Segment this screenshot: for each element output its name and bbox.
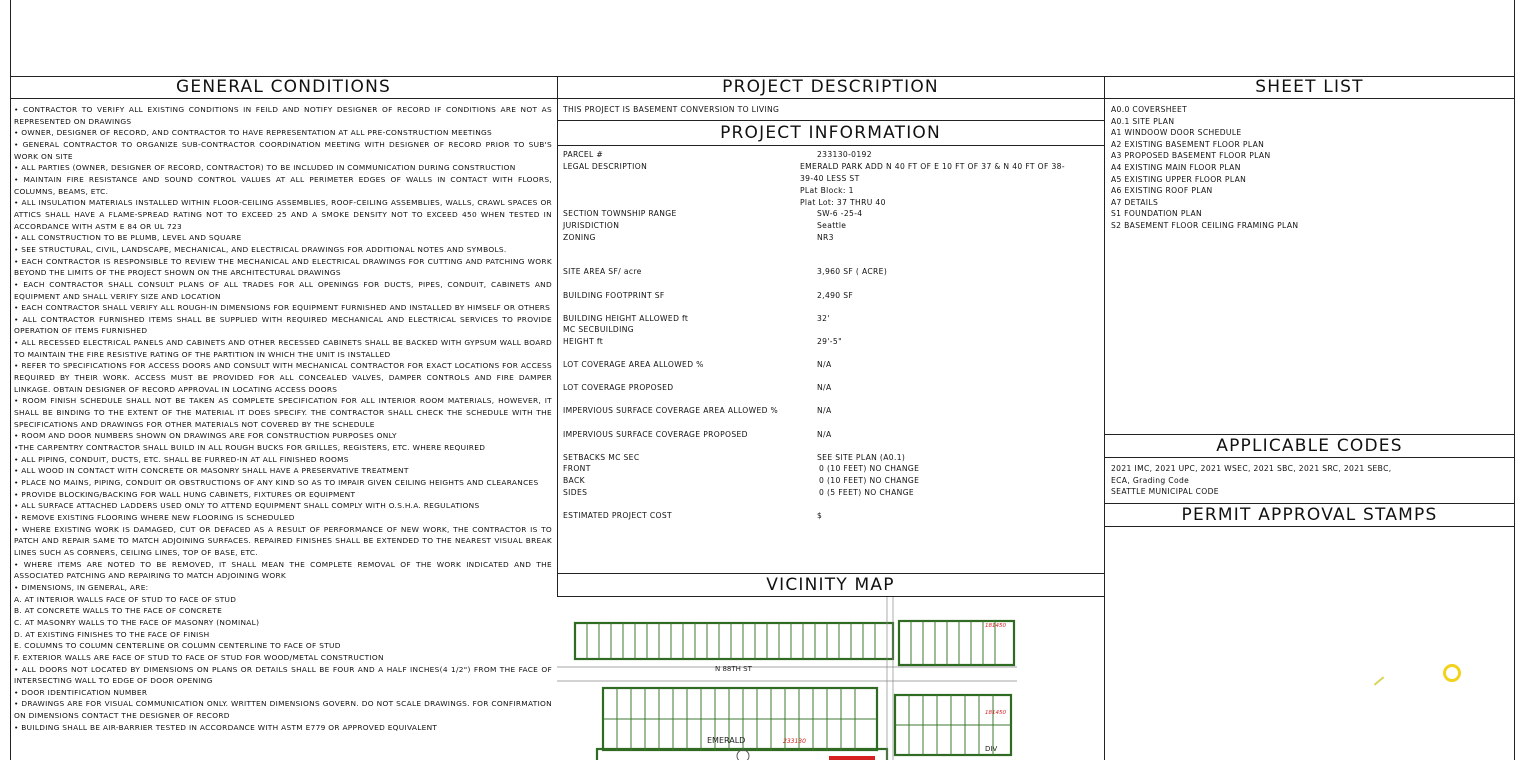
legal-value-4: Plat Lot: 37 THRU 40 (800, 198, 886, 207)
list-item: • ALL SURFACE ATTACHED LADDERS USED ONLY TO ATTEND EQUIPMENT SHALL COMPLY WITH O.S.H.A. REGULATIONS (14, 501, 480, 511)
lot-coverage-allowed-value: N/A (817, 360, 832, 369)
front-label: FRONT (563, 464, 591, 473)
general-conditions-title-rule (10, 98, 557, 99)
list-item: • ALL RECESSED ELECTRICAL PANELS AND CABINETS AND OTHER RECESSED CABINETS SHALL BE BACKED WITH GYPSUM WALL BOARD TO MAINTAIN THE FIRE RESISTIVE RATING OF THE PARTITION IN WHICH THE UNIT IS INSTALLED (14, 338, 552, 359)
applicable-codes-list (1111, 463, 1392, 498)
sheet-list-title: SHEET LIST (1255, 77, 1364, 97)
list-item: • ALL INSULATION MATERIALS INSTALLED WITHIN FLOOR-CEILING ASSEMBLIES, ROOF-CEILING ASSEMBLIES, WALLS, CRAWL SPACES OR ATTICS SHALL HAVE A FLAME-SPREAD RATING NOT TO EXCEED 25 AND A SMOKE DENSITY NOT TO EXCEED 450 WHEN TESTED IN ACCORDANCE WITH ASTM E 84 OR UL 723 (14, 198, 552, 231)
list-item: • ALL CONTRACTOR FURNISHED ITEMS SHALL BE SUPPLIED WITH REQUIRED MECHANICAL AND ELECTRICAL SERVICES TO PROVIDE OPERATION OF ITEMS FURNISHED (14, 314, 552, 336)
zoning-value: NR3 (817, 233, 834, 242)
section-label: SECTION TOWNSHIP RANGE (563, 209, 677, 218)
list-item: • WHERE ITEMS ARE NOTED TO BE REMOVED, IT SHALL MEAN THE COMPLETE REMOVAL OF THE WORK INDICATED AND THE ASSOCIATED PATCHING AND REPAIRING TO MATCH ADJOINING WORK (14, 559, 552, 581)
dimension-rule: B. AT CONCRETE WALLS TO THE FACE OF CONCRETE (14, 606, 223, 616)
sheet-list (1111, 104, 1298, 232)
legal-value-3: PLat Block: 1 (800, 186, 854, 195)
vicinity-map-title: VICINITY MAP (766, 575, 895, 595)
sheet-list-title-rule (1104, 98, 1515, 99)
list-item: • BUILDING SHALL BE AIR-BARRIER TESTED IN ACCORDANCE WITH ASTM E779 OR APPROVED EQUIVALENT (14, 722, 438, 732)
list-item: • SEE STRUCTURAL, CIVIL, LANDSCAPE, MECHANICAL, AND ELECTRICAL DRAWINGS FOR ADDITIONAL NOTES AND SYMBOLS. (14, 244, 507, 254)
list-item: • EACH CONTRACTOR IS RESPONSIBLE TO REVIEW THE MECHANICAL AND ELECTRICAL DRAWINGS FOR CUTTING AND PATCHING WORK BEYOND THE LIMITS OF THE PROJECT SHOWN ON THE ARCHITECTURAL DRAWINGS (14, 256, 552, 278)
cost-label: ESTIMATED PROJECT COST (563, 511, 673, 520)
jurisdiction-value: Seattle (817, 221, 847, 230)
list-item: • ALL PARTIES (OWNER, DESIGNER OF RECORD, CONTRACTOR) TO BE INCLUDED IN COMMUNICATION DURING CONSTRUCTION (14, 163, 516, 173)
back-value: 0 (10 FEET) NO CHANGE (819, 476, 920, 485)
list-item: • ROOM AND DOOR NUMBERS SHOWN ON DRAWINGS ARE FOR CONSTRUCTION PURPOSES ONLY (14, 431, 397, 441)
subject-parcel-highlight (829, 756, 875, 760)
sheet-list-item: A2 EXISTING BASEMENT FLOOR PLAN (1111, 139, 1265, 149)
sheet-list-item: S2 BASEMENT FLOOR CEILING FRAMING PLAN (1111, 220, 1299, 230)
list-item: • ROOM FINISH SCHEDULE SHALL NOT BE TAKEN AS COMPLETE SPECIFICATION FOR ALL INTERIOR ROOM MATERIALS, HOWEVER, IT SHALL BE BINDING TO THE EXTENT OF THE MATERIAL IT DOES SPECIFY. THE CONTRACTOR SHALL CHECK THE SCHEDULE WITH THE SPECIFICATIONS AND DRAWINGS FOR OTHER MATERIALS NOT COVERED BY THE SCHEDULE (14, 396, 552, 429)
list-item: • DOOR IDENTIFICATION NUMBER (14, 687, 148, 697)
list-item: • EACH CONTRACTOR SHALL VERIFY ALL ROUGH-IN DIMENSIONS FOR EQUIPMENT FURNISHED AND INSTALLED BY HIMSELF OR OTHERS (14, 303, 551, 313)
parcel-number-label: 233130 (783, 738, 806, 745)
parcel-label: PARCEL # (563, 150, 604, 159)
code-item: 2021 IMC, 2021 UPC, 2021 WSEC, 2021 SBC, 2021 SRC, 2021 SEBC, (1111, 464, 1392, 473)
project-information-top-rule (557, 120, 1104, 121)
height-label: HEIGHT ft (563, 337, 604, 346)
height-allowed-value: 32' (817, 314, 830, 323)
impervious-proposed-value: N/A (817, 430, 832, 439)
vicinity-map (557, 597, 1104, 760)
footprint-value: 2,490 SF (817, 291, 854, 300)
sheet-list-item: A4 EXISTING MAIN FLOOR PLAN (1111, 162, 1241, 172)
parcel-label-181450-bottom: 181450 (985, 710, 1006, 716)
height-value: 29'-5" (817, 337, 842, 346)
column-divider-right (1104, 76, 1105, 760)
sheet-list-item: A3 PROPOSED BASEMENT FLOOR PLAN (1111, 151, 1271, 161)
list-item: • ALL CONSTRUCTION TO BE PLUMB, LEVEL AND SQUARE (14, 233, 242, 243)
list-item: • PLACE NO MAINS, PIPING, CONDUIT OR OBSTRUCTIONS OF ANY KIND SO AS TO IMPAIR GIVEN CEILING HEIGHTS AND CLEARANCES (14, 478, 539, 487)
applicable-codes-title: APPLICABLE CODES (1216, 436, 1403, 456)
cost-value: $ (817, 511, 823, 520)
setbacks-value: SEE SITE PLAN (A0.1) (817, 453, 906, 462)
dimension-rule: F. EXTERIOR WALLS ARE FACE OF STUD TO FACE OF STUD FOR WOOD/METAL CONSTRUCTION (14, 652, 384, 662)
permit-stamps-title-rule (1104, 526, 1515, 527)
legal-value-1: EMERALD PARK ADD N 40 FT OF E 10 FT OF 37 & N 40 FT OF 38- (800, 162, 1065, 171)
list-item: • WHERE EXISTING WORK IS DAMAGED, CUT OR DEFACED AS A RESULT OF PERFORMANCE OF NEW WORK, THE CONTRACTOR IS TO PATCH AND REPAIR SAME TO MATCH ADJOINING SURFACES. REPAIRED FINISHES SHALL BE EXTENDED TO THE NEAREST VISUAL BREAK LINES SUCH AS CORNERS, CEILING LINES, TOP OF BASE, ETC. (14, 524, 552, 557)
permit-stamps-title: PERMIT APPROVAL STAMPS (1181, 505, 1438, 525)
list-item: •THE CARPENTRY CONTRACTOR SHALL BUILD IN ALL ROUGH BUCKS FOR GRILLES, REGISTERS, ETC. WHERE REQUIRED (14, 443, 486, 453)
back-label: BACK (563, 476, 585, 485)
site-area-label: SITE AREA SF/ acre (563, 267, 642, 276)
div-label: DIV (985, 745, 998, 753)
lot-coverage-allowed-label: LOT COVERAGE AREA ALLOWED % (563, 360, 704, 369)
mc-secbuilding-label: MC SECBUILDING (563, 325, 634, 334)
dimension-rule: D. AT EXISTING FINISHES TO THE FACE OF FINISH (14, 629, 210, 639)
list-item: • EACH CONTRACTOR SHALL CONSULT PLANS OF ALL TRADES FOR ALL OPENINGS FOR DUCTS, PIPES, CONDUIT, CABINETS AND EQUIPMENT AND SHALL VERIFY SIZE AND LOCATION (14, 279, 552, 301)
front-value: 0 (10 FEET) NO CHANGE (819, 464, 920, 473)
list-item: • OWNER, DESIGNER OF RECORD, AND CONTRACTOR TO HAVE REPRESENTATION AT ALL PRE-CONSTRUCTION MEETINGS (14, 128, 493, 138)
list-item: • DRAWINGS ARE FOR VISUAL COMMUNICATION ONLY. WRITTEN DIMENSIONS GOVERN. DO NOT SCALE DRAWINGS. FOR CONFIRMATION ON DIMENSIONS CONTACT THE DESIGNER OF RECORD (14, 699, 552, 721)
footprint-label: BUILDING FOOTPRINT SF (563, 291, 665, 300)
section-value: SW-6 -25-4 (817, 209, 863, 218)
legal-label: LEGAL DESCRIPTION (563, 162, 648, 171)
code-item: ECA, Grading Code (1111, 475, 1190, 485)
parcel-label-181450-top: 181450 (985, 623, 1006, 629)
sheet-list-item: A6 EXISTING ROOF PLAN (1111, 186, 1213, 196)
dimension-rule: C. AT MASONRY WALLS TO THE FACE OF MASONRY (NOMINAL) (14, 617, 260, 627)
list-item: • ALL WOOD IN CONTACT WITH CONCRETE OR MASONRY SHALL HAVE A PRESERVATIVE TREATMENT (14, 466, 409, 476)
dimension-rule: E. COLUMNS TO COLUMN CENTERLINE OR COLUMN CENTERLINE TO FACE OF STUD (14, 641, 341, 651)
project-information-title-rule (557, 145, 1104, 146)
lot-coverage-proposed-label: LOT COVERAGE PROPOSED (563, 383, 674, 392)
project-description-title: PROJECT DESCRIPTION (722, 77, 939, 97)
street-label-emerald: EMERALD (707, 736, 746, 745)
impervious-allowed-label: IMPERVIOUS SURFACE COVERAGE AREA ALLOWED % (563, 406, 779, 415)
list-item: • PROVIDE BLOCKING/BACKING FOR WALL HUNG CABINETS, FIXTURES OR EQUIPMENT (14, 489, 356, 499)
sheet-list-item: S1 FOUNDATION PLAN (1111, 209, 1203, 219)
sheet-list-item: A0.1 SITE PLAN (1111, 116, 1175, 126)
list-item: • ALL PIPING, CONDUIT, DUCTS, ETC. SHALL BE FURRED-IN AT ALL FINISHED ROOMS (14, 454, 349, 464)
setbacks-label: SETBACKS MC SEC (563, 453, 640, 462)
project-information-title: PROJECT INFORMATION (720, 123, 941, 143)
lot-coverage-proposed-value: N/A (817, 383, 832, 392)
general-conditions-list (14, 104, 552, 733)
project-description-title-rule (557, 98, 1104, 99)
list-item: • REFER TO SPECIFICATIONS FOR ACCESS DOORS AND CONSULT WITH MECHANICAL CONTRACTOR FOR EXACT LOCATIONS FOR ACCESS REQUIRED BY THEIR WORK. ACCESS MUST BE PROVIDED FOR ALL CONCEALED VALVES, DAMPER CONTROLS AND FIRE DAMPER LINKAGE. OBTAIN DESIGNER OF RECORD APPROVAL IN LOCATING ACCESS DOORS (14, 361, 552, 394)
list-item: • DIMENSIONS, IN GENERAL, ARE: (14, 582, 149, 592)
dimension-rule: A. AT INTERIOR WALLS FACE OF STUD TO FACE OF STUD (14, 594, 237, 604)
parcel-value: 233130-0192 (817, 150, 872, 159)
street-label-88th: N 88TH ST (715, 665, 752, 673)
sheet-list-item: A0.0 COVERSHEET (1111, 105, 1188, 114)
sheet-list-item: A1 WINDOOW DOOR SCHEDULE (1111, 128, 1242, 138)
sides-value: 0 (5 FEET) NO CHANGE (819, 488, 915, 497)
stamp-circle-icon (1443, 664, 1461, 682)
list-item: • MAINTAIN FIRE RESISTANCE AND SOUND CONTROL VALUES AT ALL PERIMETER EDGES OF WALLS IN CONTACT WITH FLOORS, COLUMNS, BEAMS, ETC. (14, 174, 552, 196)
list-item: • GENERAL CONTRACTOR TO ORGANIZE SUB-CONTRACTOR COORDINATION MEETING WITH DESIGNER OF RECORD PRIOR TO SUB'S WORK ON SITE (14, 139, 552, 161)
sheet-list-item: A7 DETAILS (1111, 197, 1159, 207)
impervious-allowed-value: N/A (817, 406, 832, 415)
general-conditions-title: GENERAL CONDITIONS (176, 77, 391, 97)
height-allowed-label: BUILDING HEIGHT ALLOWED ft (563, 314, 689, 323)
jurisdiction-label: JURISDICTION (563, 221, 620, 230)
site-area-value: 3,960 SF ( ACRE) (817, 267, 888, 276)
zoning-label: ZONING (563, 233, 596, 242)
map-marker (737, 750, 749, 760)
vicinity-map-drawing (557, 597, 1104, 760)
list-item: • ALL DOORS NOT LOCATED BY DIMENSIONS ON PLANS OR DETAILS SHALL BE FOUR AND A HALF INCHES(4 1/2") FROM THE FACE OF INTERSECTING WALL TO EDGE OF DOOR OPENING (14, 664, 552, 686)
legal-value-2: 39-40 LESS ST (800, 174, 860, 183)
sides-label: SIDES (563, 488, 588, 497)
list-item: • CONTRACTOR TO VERIFY ALL EXISTING CONDITIONS IN FEILD AND NOTIFY DESIGNER OF RECORD IF CONDITIONS ARE NOT AS REPRESENTED ON DRAWINGS (14, 105, 552, 126)
impervious-proposed-label: IMPERVIOUS SURFACE COVERAGE PROPOSED (563, 430, 748, 439)
code-item: SEATTLE MUNICIPAL CODE (1111, 487, 1219, 497)
applicable-codes-title-rule (1104, 457, 1515, 458)
list-item: • REMOVE EXISTING FLOORING WHERE NEW FLOORING IS SCHEDULED (14, 512, 295, 522)
sheet-list-item: A5 EXISTING UPPER FLOOR PLAN (1111, 174, 1247, 184)
project-description-text: THIS PROJECT IS BASEMENT CONVERSION TO LIVING (563, 105, 780, 114)
